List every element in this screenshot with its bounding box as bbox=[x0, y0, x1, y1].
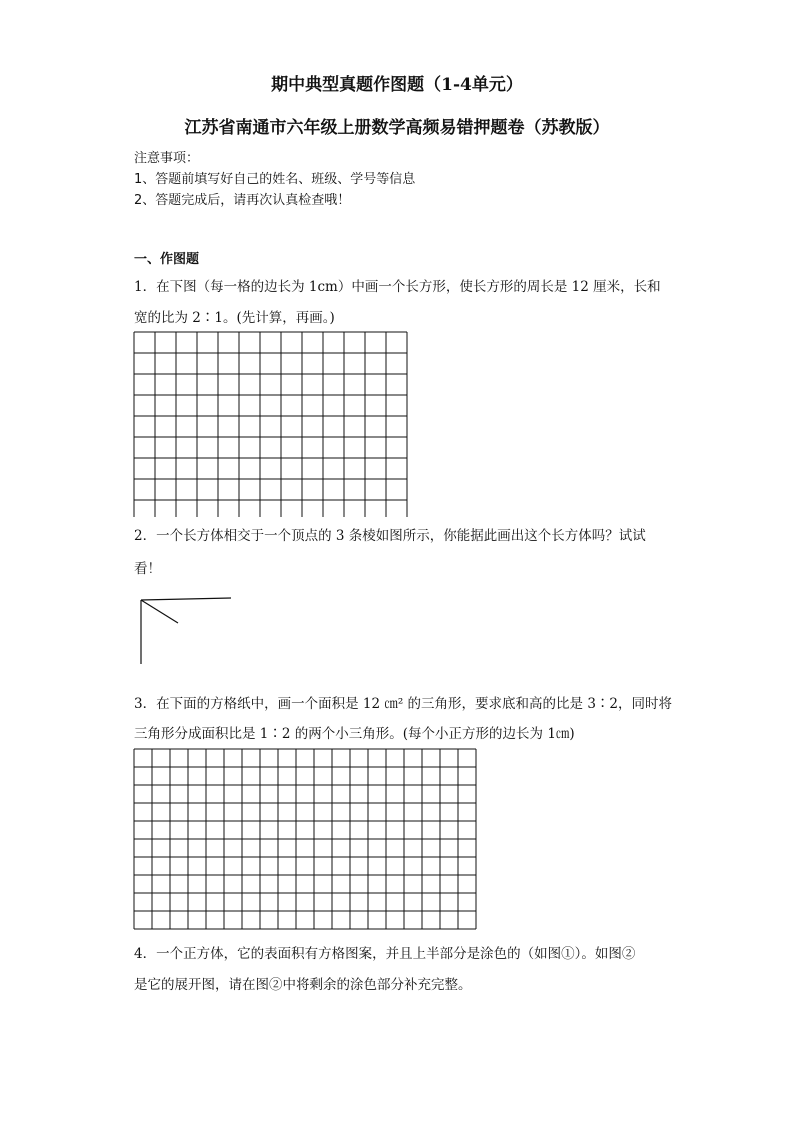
q4-line-1: 4．一个正方体，它的表面积有方格图案，并且上半部分是涂色的（如图①）。如图② bbox=[134, 946, 636, 962]
q1-line-1: 1．在下图（每一格的边长为 1cm）中画一个长方形，使长方形的周长是 12 厘米，长和 bbox=[134, 279, 661, 295]
notes-item-2: 2、答题完成后，请再次认真检查哦！ bbox=[134, 193, 351, 208]
q3-line-2: 三角形分成面积比是 1∶2 的两个小三角形。(每个小正方形的边长为 1㎝) bbox=[134, 726, 575, 742]
q2-edge-width bbox=[141, 600, 178, 623]
q2-line-1: 2．一个长方体相交于一个顶点的 3 条棱如图所示，你能据此画出这个长方体吗？试试 bbox=[134, 528, 646, 544]
notes-item-1: 1、答题前填写好自己的姓名、班级、学号等信息 bbox=[134, 172, 416, 187]
q2-edge-length bbox=[141, 598, 231, 600]
notes-heading: 注意事项： bbox=[134, 151, 200, 166]
q4-line-2: 是它的展开图，请在图②中将剩余的涂色部分补充完整。 bbox=[134, 977, 472, 993]
q2-line-2: 看！ bbox=[134, 561, 161, 577]
section-heading: 一、作图题 bbox=[134, 252, 200, 267]
q3-line-1: 3．在下面的方格纸中，画一个面积是 12 ㎝² 的三角形，要求底和高的比是 3∶2，同时将 bbox=[134, 696, 673, 712]
q3-grid bbox=[133, 748, 478, 931]
q1-grid bbox=[133, 331, 409, 517]
q1-line-2: 宽的比为 2∶1。(先计算，再画。) bbox=[134, 310, 335, 326]
page-title: 期中典型真题作图题（1-4单元） bbox=[271, 75, 523, 95]
page-subtitle: 江苏省南通市六年级上册数学高频易错押题卷（苏教版） bbox=[184, 118, 610, 138]
q2-edges-figure bbox=[130, 592, 240, 672]
